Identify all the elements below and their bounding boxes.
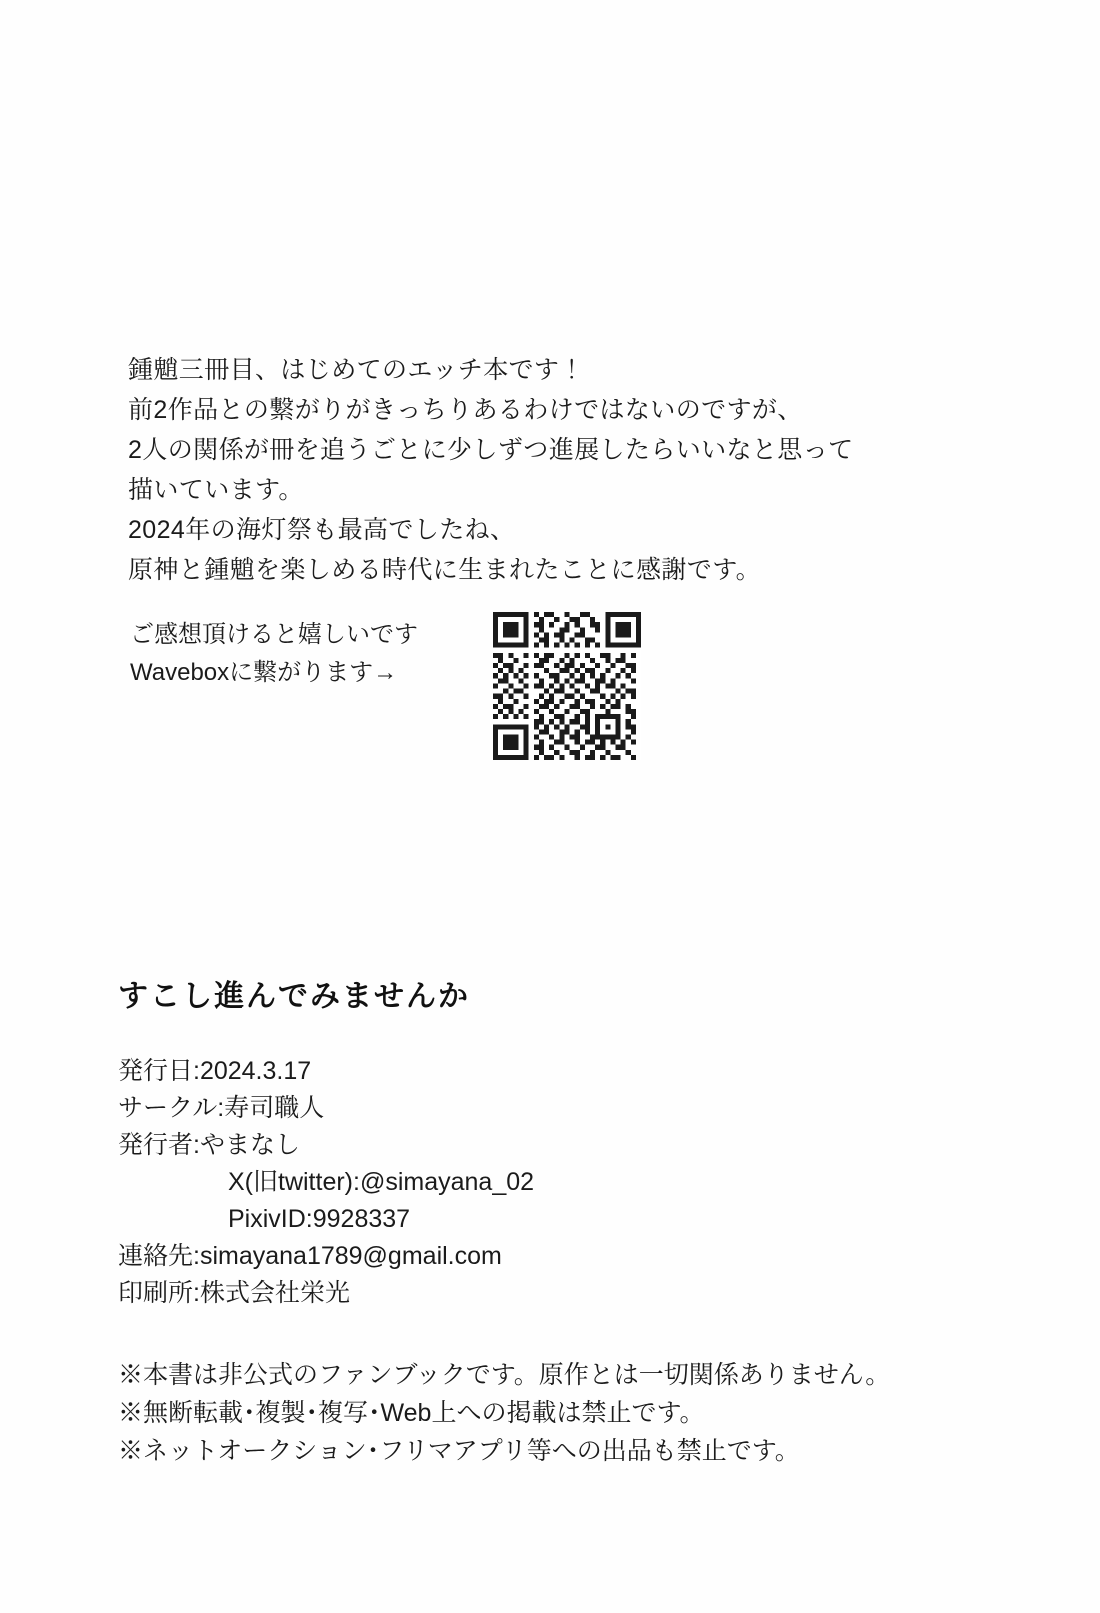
notice-line: ※本書は非公式のファンブックです。原作とは一切関係ありません。 xyxy=(118,1361,891,1389)
afterword-line: 前2作品との繋がりがきっちりあるわけではないのですが、 xyxy=(128,396,803,424)
afterword-line: 原神と鍾魈を楽しめる時代に生まれたことに感謝です。 xyxy=(128,556,762,584)
book-title: すこし進んでみませんか xyxy=(118,980,470,1013)
pixiv-id: PixivID:9928337 xyxy=(228,1205,411,1233)
contact-email: 連絡先:simayana1789@gmail.com xyxy=(118,1242,502,1270)
afterword-text-block xyxy=(128,350,948,590)
afterword-line: 鍾魈三冊目、はじめてのエッチ本です！ xyxy=(128,356,585,384)
wavebox-line: Waveboxに繋がります→ xyxy=(130,659,398,686)
publisher-name: 発行者:やまなし xyxy=(118,1131,300,1159)
notice-line: ※ネットオークション･フリマアプリ等への出品も禁止です。 xyxy=(118,1437,800,1465)
circle-name: サークル:寿司職人 xyxy=(118,1094,325,1122)
legal-notices xyxy=(118,1356,978,1470)
notice-line: ※無断転載･複製･複写･Web上への掲載は禁止です。 xyxy=(118,1399,705,1427)
twitter-handle: X(旧twitter):@simayana_02 xyxy=(228,1168,535,1196)
publication-details xyxy=(118,1053,978,1312)
afterword-line: 2人の関係が冊を追うごとに少しずつ進展したらいいなと思って xyxy=(128,436,854,464)
wavebox-text xyxy=(130,616,490,692)
wavebox-invitation xyxy=(130,612,950,782)
colophon-block xyxy=(118,975,978,1470)
afterword-line: 2024年の海灯祭も最高でしたね、 xyxy=(128,516,516,544)
qr-code-icon[interactable] xyxy=(488,612,646,760)
afterword-line: 描いています。 xyxy=(128,476,304,504)
printing-house: 印刷所:株式会社栄光 xyxy=(118,1279,350,1307)
wavebox-line: ご感想頂けると嬉しいです xyxy=(130,621,418,648)
publication-date: 発行日:2024.3.17 xyxy=(118,1057,312,1085)
